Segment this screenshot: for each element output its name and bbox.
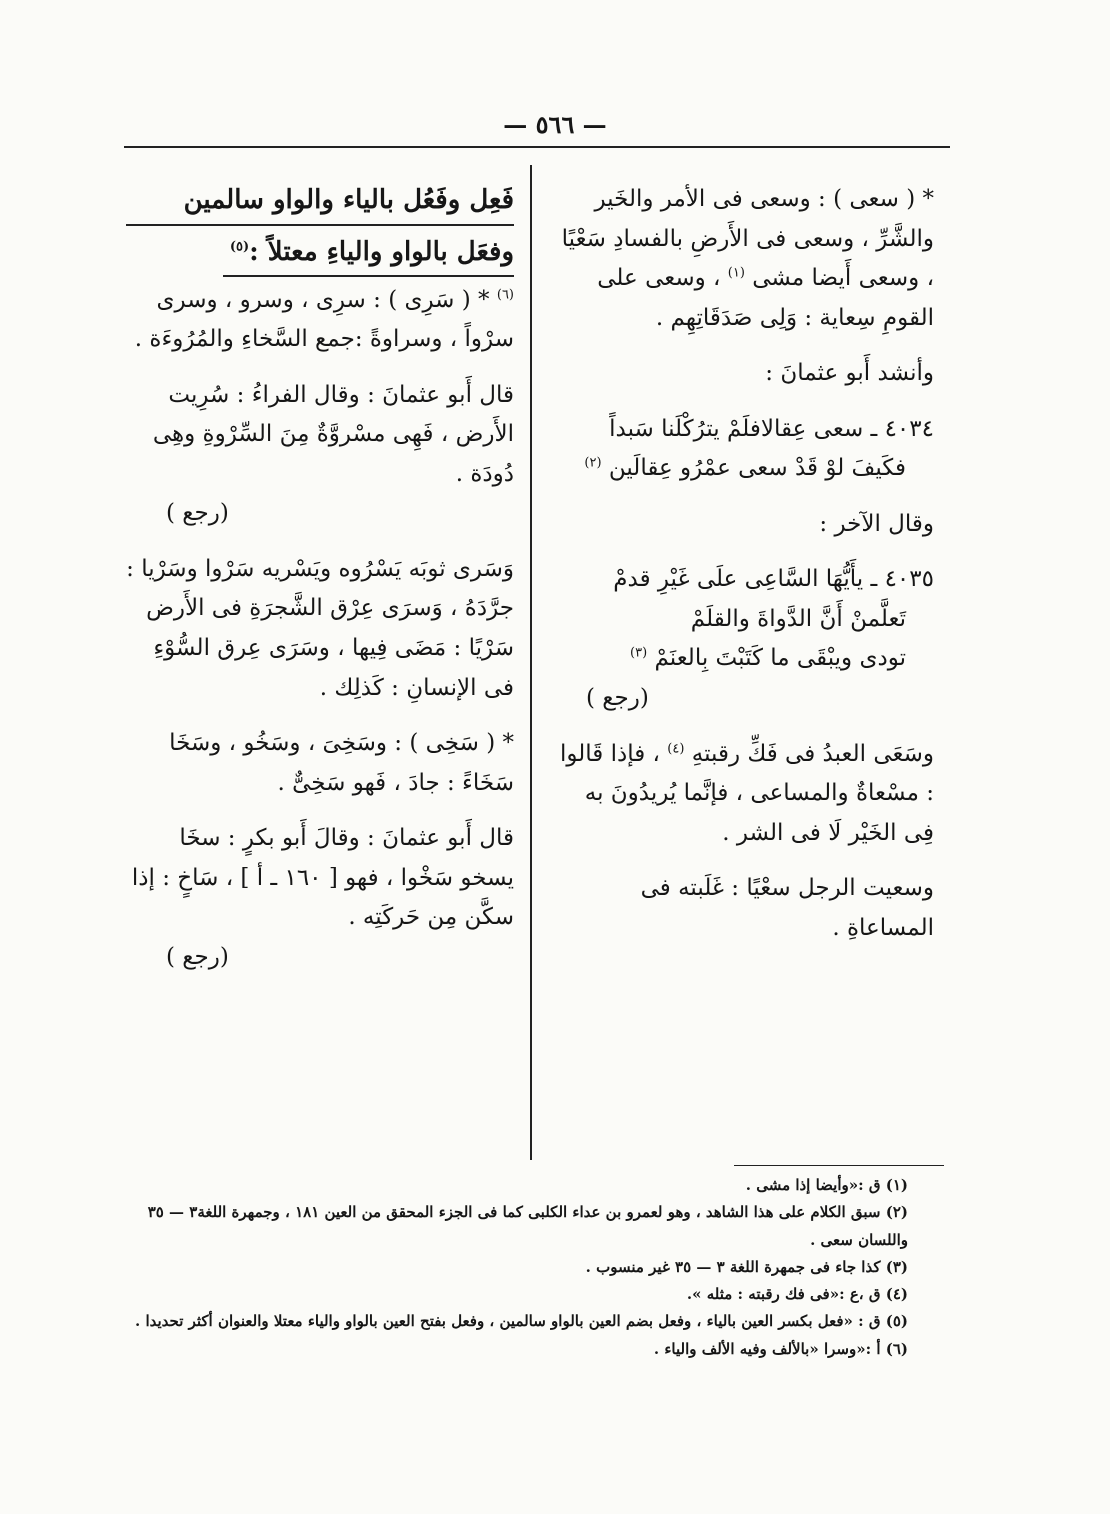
footnote-ref-5: (٥) — [229, 239, 250, 255]
section-heading-line2 — [223, 232, 514, 276]
verse-4035-line3 — [556, 639, 934, 679]
entry-saa — [556, 180, 934, 338]
entry-saa-abd-end: ، فإذا قَالوا : مسْعاةٌ والمساعى ، فإنَّما يُريدُونَ به فِى الخَيْر لَا فى الشر . — [560, 740, 934, 846]
entry-sara-thawb: وَسَرى ثوبَه يَسْرُوه ويَسْريه سَرْوا وسَرْيا : جرَّدَهُ ، وَسرَى عِرْق الشَّجرَةِ فى الأَرض سَرْيًا : مَضَى فِيها ، وسَرَى عِرق السُّوْءِ فى الإنسانِ : كَذلِك . — [126, 555, 514, 701]
section-heading-line2-text: وفعَل بالواو والياءِ معتلاً : — [249, 237, 514, 268]
entry-farra — [126, 376, 514, 534]
entry-sakha — [126, 819, 514, 977]
section-heading-line1: فَعِل وفَعُل بالياء والواو سالمين — [126, 180, 514, 226]
footnote-ref-6: (٦) — [496, 286, 514, 302]
verse-4034-line2 — [556, 449, 934, 489]
right-column — [556, 180, 934, 964]
entry-sakha-text: قال أَبو عثمانَ : وقالَ أَبو بكرٍ : سخَا يسخو سَخْوا ، فهو [ ١٦٠ ـ أ ] ، سَاخٍ : إذا سكَّن مِن حَركَتِه . — [131, 825, 514, 931]
entry-saa-abd-text: وسَعَى العبدُ فى فَكِّ رقبتهِ — [691, 740, 934, 767]
left-column — [126, 180, 514, 993]
footnote-5: (٥) ق : «فعل بكسر العين بالياء ، وفعل بضم العين بالواو سالمين ، وفعل بفتح العين بالواو والياء معتلا والعنوان أكثر تحديدا . — [135, 1312, 908, 1331]
entry-sari-text: * ( سَرِى ) : سرِى ، وسرو ، وسرى سرْواً ، وسراوةً :جمع السَّخاءِ والمُرُوءَة . — [134, 286, 514, 353]
verse-4034-line1: ٤٠٣٤ ـ سعى عِقالافلَمْ يترُكْلَنا سَبداً — [609, 415, 934, 442]
footnotes — [132, 1172, 908, 1363]
entry-saait: وسعيت الرجل سعْيًا : غَلَبته فى المساعاةِ . — [640, 875, 934, 941]
verse-4034-line2-text: فكَيفَ لوْ قَدْ سعى عمْرُو عِقالَين — [608, 455, 906, 482]
return-tag-right: (رجع ) — [586, 685, 649, 712]
return-tag-left-1: (رجع ) — [166, 500, 229, 527]
entry-saa-text: * ( سعى ) : وسعى فى الأمر والخَير والشَّرِّ ، وسعى فى الأَرضِ بالفسادِ سَعْيًا ، وسعى أَيضا مشى — [561, 186, 934, 292]
header-rule — [124, 146, 950, 148]
footnote-2: (٢) سبق الكلام على هذا الشاهد ، وهو لعمرو بن عداء الكلبى كما فى الجزء المحقق من العين ١٨١ ، وجمهرة اللغة٣ — ٣٥ واللسان سعى . — [147, 1203, 908, 1249]
verse-intro-1: وأنشد أَبو عثمانَ : — [765, 360, 934, 387]
footnote-ref-3: (٣) — [630, 645, 648, 661]
footnote-6: (٦) أ :«وسرا «بالألف وفيه الألف والياء . — [653, 1339, 908, 1358]
footnote-ref-2: (٢) — [584, 455, 602, 471]
verse-4035-line2: تَعلَّمنْ أَنَّ الدَّواةَ والقلَمْ — [690, 605, 906, 632]
page-number: — ٥٦٦ — — [503, 110, 607, 139]
column-divider — [530, 165, 532, 1160]
footnote-ref-4: (٤) — [667, 740, 685, 756]
verse-4034 — [556, 410, 934, 489]
verse-4035 — [556, 560, 934, 718]
verse-4035-line3-text: تودى ويبْقَى ما كَتَبْتَ بِالعنَمْ — [654, 645, 906, 672]
entry-saa-end: ، وسعى على القومِ سِعاية : وَلِى صَدَقَاتِهِم . — [597, 265, 934, 331]
verse-intro-2: وقال الآخر : — [819, 510, 934, 537]
entry-saa-abd — [556, 735, 934, 854]
verse-4035-line1: ٤٠٣٥ ـ يأَيُّهَا السَّاعِى علَى غَيْرِ قدمْ — [613, 566, 934, 593]
entry-farra-text: قال أَبو عثمانَ : وقال الفراءُ : سُرِيت الأَرض ، فَهِى مسْروَّةٌ مِنَ السِّرْوةِ وهِى دُودَة . — [152, 381, 514, 487]
footnote-ref-1: (١) — [727, 265, 745, 281]
footnote-3: (٣) كذا جاء فى جمهرة اللغة ٣ — ٣٥ غير منسوب . — [585, 1257, 908, 1276]
entry-sakhi: * ( سَخِى ) : وسَخِىَ ، وسَخُو ، وسَخَا سَخَاءً : جادَ ، فَهو سَخِىٌّ . — [169, 730, 514, 796]
entry-sari — [126, 281, 514, 360]
footnote-1: (١) ق :«وأيضا إذا مشى . — [745, 1176, 908, 1194]
return-tag-left-2: (رجع ) — [166, 943, 229, 970]
footnote-4: (٤) ق ،ع :«فى فك رقبته : مثله ». — [686, 1285, 908, 1304]
section-heading — [126, 180, 514, 277]
footnote-rule — [734, 1165, 944, 1166]
